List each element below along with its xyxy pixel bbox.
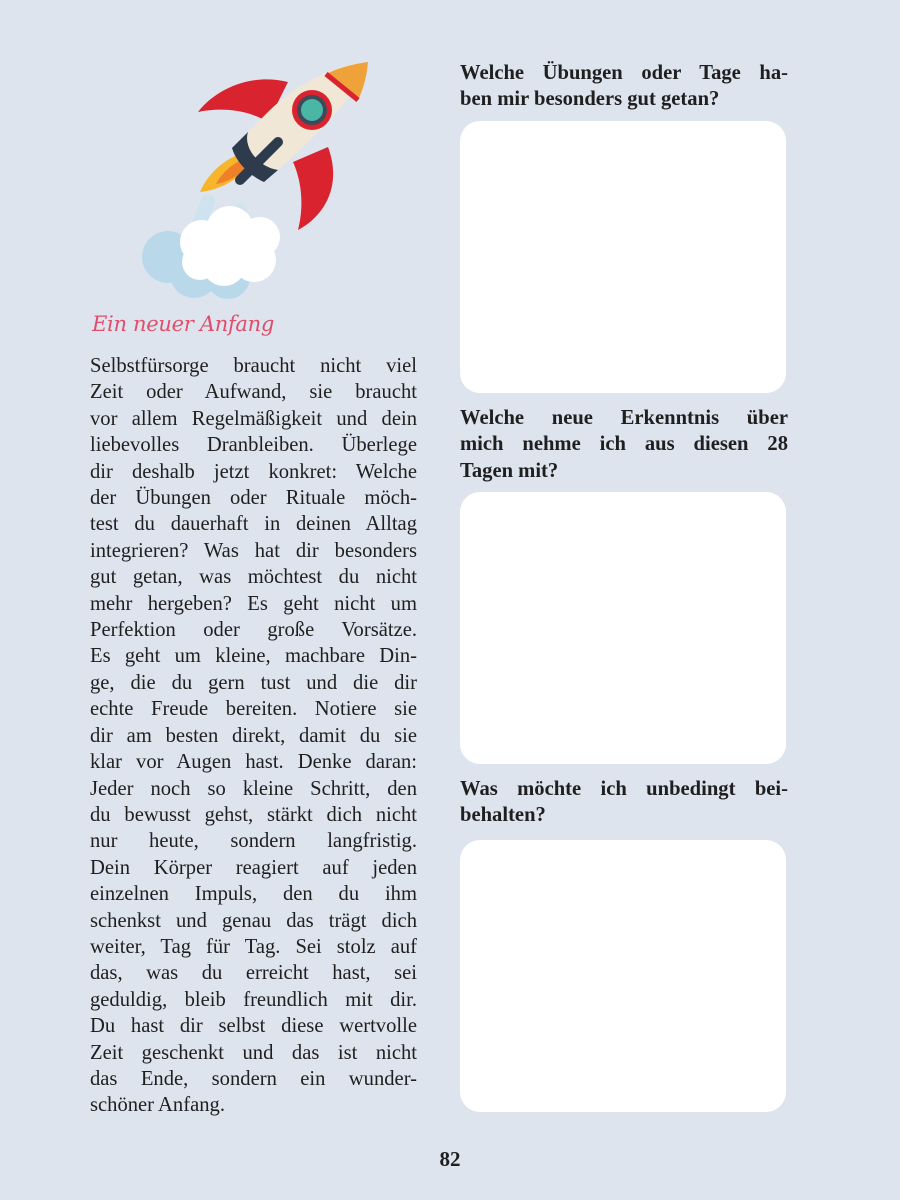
rocket-icon xyxy=(128,52,388,312)
answer-box-2[interactable] xyxy=(460,492,786,764)
section-title: Ein neuer Anfang xyxy=(92,312,275,336)
body-paragraph xyxy=(90,353,417,1119)
body-line: dir am besten direkt, damit du sie xyxy=(90,724,417,747)
question-line: Was möchte ich unbedingt bei- xyxy=(460,778,788,800)
body-line: test du dauerhaft in deinen Alltag xyxy=(90,513,417,536)
body-line: Dein Körper reagiert auf jeden xyxy=(90,856,417,879)
body-line: Zeit geschenkt und das ist nicht xyxy=(90,1041,417,1064)
body-line: ge, die du gern tust und die dir xyxy=(90,671,417,694)
body-line: Du hast dir selbst diese wertvolle xyxy=(90,1015,417,1038)
question-2 xyxy=(460,405,788,484)
body-line: schenkst und genau das trägt dich xyxy=(90,909,417,932)
body-line: Jeder noch so kleine Schritt, den xyxy=(90,777,417,800)
question-line: mich nehme ich aus diesen 28 xyxy=(460,433,788,456)
body-line: integrieren? Was hat dir besonders xyxy=(90,539,417,562)
body-line: Selbstfürsorge braucht nicht viel xyxy=(90,355,417,377)
body-line: Perfektion oder große Vorsätze. xyxy=(90,619,417,642)
body-line: dir deshalb jetzt konkret: Welche xyxy=(90,460,417,483)
question-line: ben mir besonders gut getan? xyxy=(460,88,720,111)
body-line: vor allem Regelmäßigkeit und dein xyxy=(90,407,417,430)
answer-box-1[interactable] xyxy=(460,121,786,393)
body-line: gut getan, was möchtest du nicht xyxy=(90,566,417,589)
question-line: Welche Übungen oder Tage ha- xyxy=(460,62,788,84)
body-line: schöner Anfang. xyxy=(90,1094,225,1117)
body-line: klar vor Augen hast. Denke daran: xyxy=(90,751,417,774)
body-line: einzelnen Impuls, den du ihm xyxy=(90,883,417,906)
body-line: nur heute, sondern langfristig. xyxy=(90,830,417,853)
body-line: das, was du erreicht hast, sei xyxy=(90,962,417,985)
body-line: der Übungen oder Rituale möch- xyxy=(90,487,417,510)
body-line: liebevolles Dranbleiben. Überlege xyxy=(90,434,417,457)
question-line: Tagen mit? xyxy=(460,459,559,482)
body-line: echte Freude bereiten. Notiere sie xyxy=(90,698,417,721)
body-line: mehr hergeben? Es geht nicht um xyxy=(90,592,417,615)
body-line: das Ende, sondern ein wunder- xyxy=(90,1067,417,1090)
body-line: geduldig, bleib freundlich mit dir. xyxy=(90,988,417,1011)
body-line: Es geht um kleine, machbare Din- xyxy=(90,645,417,668)
question-3 xyxy=(460,776,788,829)
question-line: behalten? xyxy=(460,804,546,827)
question-line: Welche neue Erkenntnis über xyxy=(460,407,788,429)
body-line: Zeit oder Aufwand, sie braucht xyxy=(90,381,417,404)
question-1 xyxy=(460,60,788,113)
answer-box-3[interactable] xyxy=(460,840,786,1112)
body-line: du bewusst gehst, stärkt dich nicht xyxy=(90,803,417,826)
body-line: weiter, Tag für Tag. Sei stolz auf xyxy=(90,935,417,958)
page-number: 82 xyxy=(439,1147,461,1171)
